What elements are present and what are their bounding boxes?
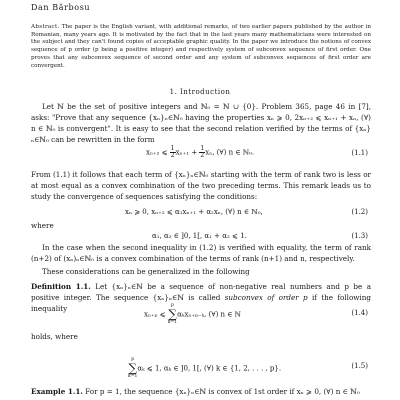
eq5-rhs: αₖ ⩽ 1, αₖ ∈ ]0, 1[, (∀) k ∈ {1, 2, . . . , p}.	[137, 364, 282, 373]
example-1-1	[31, 386, 376, 397]
sum-symbol: ∑	[168, 307, 177, 321]
eq1-lhs: xₙ₊₂ ⩽	[146, 148, 170, 157]
equation-1-3: α₁, α₂ ∈ ]0, 1[, α₁ + α₂ ⩽ 1.	[152, 232, 247, 240]
eq1-frac-b: $\frac{1}{2}$	[200, 145, 205, 159]
example-text: For p = 1, the sequence {xₙ}ₙ∈ℕ is convex of 1st order if xₙ ⩾ 0, (∀) n ∈ ℕ₀	[85, 387, 360, 396]
intro-paragraph-3: In the case when the second inequality in (1.2) is verified with equality, the term of rank (n+2) of (xₙ)ₙ∈ℕ₀ is a convex combination of the terms of rank (n+1) and n, respectively.	[31, 243, 371, 263]
intro-paragraph-2: From (1.1) it follows that each term of {xₙ}ₙ∈ℕ₀ starting with the term of rank two is less or at most equal as a convex combination of the two preceding terms. This remark leads us to study the convergence of sequences satisfying the conditions:	[31, 170, 371, 201]
abstract	[31, 24, 371, 70]
equation-1-2: xₙ ⩾ 0, xₙ₊₂ ⩽ α₁xₙ₊₁ + α₂xₙ, (∀) n ∈ ℕ₀,	[125, 208, 263, 216]
holds-where-label: holds, where	[31, 332, 78, 341]
eq1-rhs: xₙ, (∀) n ∈ ℕ₀.	[205, 148, 255, 157]
equation-number-1-1: (1.1)	[351, 149, 368, 157]
definition-tail: if the following inequality	[31, 293, 371, 313]
equation-1-5	[128, 357, 281, 380]
eq4-lhs: xₙ₊ₚ ⩽	[144, 310, 168, 319]
section-title: 1. Introduction	[169, 88, 231, 96]
eq1-frac-a: $\frac{1}{2}$	[170, 145, 175, 159]
definition-text: Let {xₙ}ₙ∈ℕ be a sequence of non-negative real numbers and p be a positive integer. The sequence {xₙ}ₙ∈ℕ is called	[31, 282, 372, 302]
eq1-mid: xₙ₊₁ +	[175, 148, 200, 157]
eq5-sum: p ∑ k=1	[128, 357, 138, 379]
author-name: Dan Bărbosu	[31, 3, 91, 12]
abstract-text: The paper is the English variant, with additional remarks, of two earlier papers published by the author in Romanian, many years ago. It is motivated by the fact that in the last years many mathematicians were interested on the subject and they can't found copies of acceptable graphic quality. In the paper we introduce the notions of convex sequence of p order (p being a positive integer) and respectively system of subconvex sequence of first order. One proves that any subconvex sequence of second order and any system of subconvex sequences of first order are convergent.	[31, 24, 372, 69]
equation-number-1-3: (1.3)	[351, 232, 368, 240]
equation-number-1-2: (1.2)	[351, 208, 368, 216]
intro-paragraph-4: These considerations can be generalized in the following	[42, 267, 250, 276]
intro-paragraph-1: Let ℕ be the set of positive integers and ℕ₀ = ℕ ∪ {0}. Problem 365, page 46 in [7], asks: "Prove that any sequence {xₙ}ₙ∈ℕ₀ having the properties xₙ ⩾ 0, 2xₙ₊₂ ⩽ xₙ₊₁ + xₙ, (∀) n ∈ ℕ₀ is convergent". It is easy to see that the second relation verified by the terms of {xₙ}ₙ∈ℕ₀ can be rewritten in the form	[31, 102, 371, 144]
equation-number-1-5: (1.5)	[351, 362, 368, 370]
equation-number-1-4: (1.4)	[351, 309, 368, 317]
example-label: Example 1.1.	[31, 387, 83, 396]
definition-emphasis: subconvex of order p	[224, 293, 308, 302]
where-label-1: where	[31, 221, 54, 230]
equation-1-4	[144, 303, 241, 326]
equation-1-1	[146, 146, 254, 159]
definition-label: Definition 1.1.	[31, 282, 91, 291]
sum-symbol: ∑	[128, 361, 137, 375]
eq4-sum: p ∑ k=1	[167, 303, 178, 325]
eq4-rhs: αₖxₙ₊ₚ₋ₖ, (∀) n ∈ ℕ	[177, 310, 242, 319]
abstract-label: Abstract.	[31, 24, 60, 30]
